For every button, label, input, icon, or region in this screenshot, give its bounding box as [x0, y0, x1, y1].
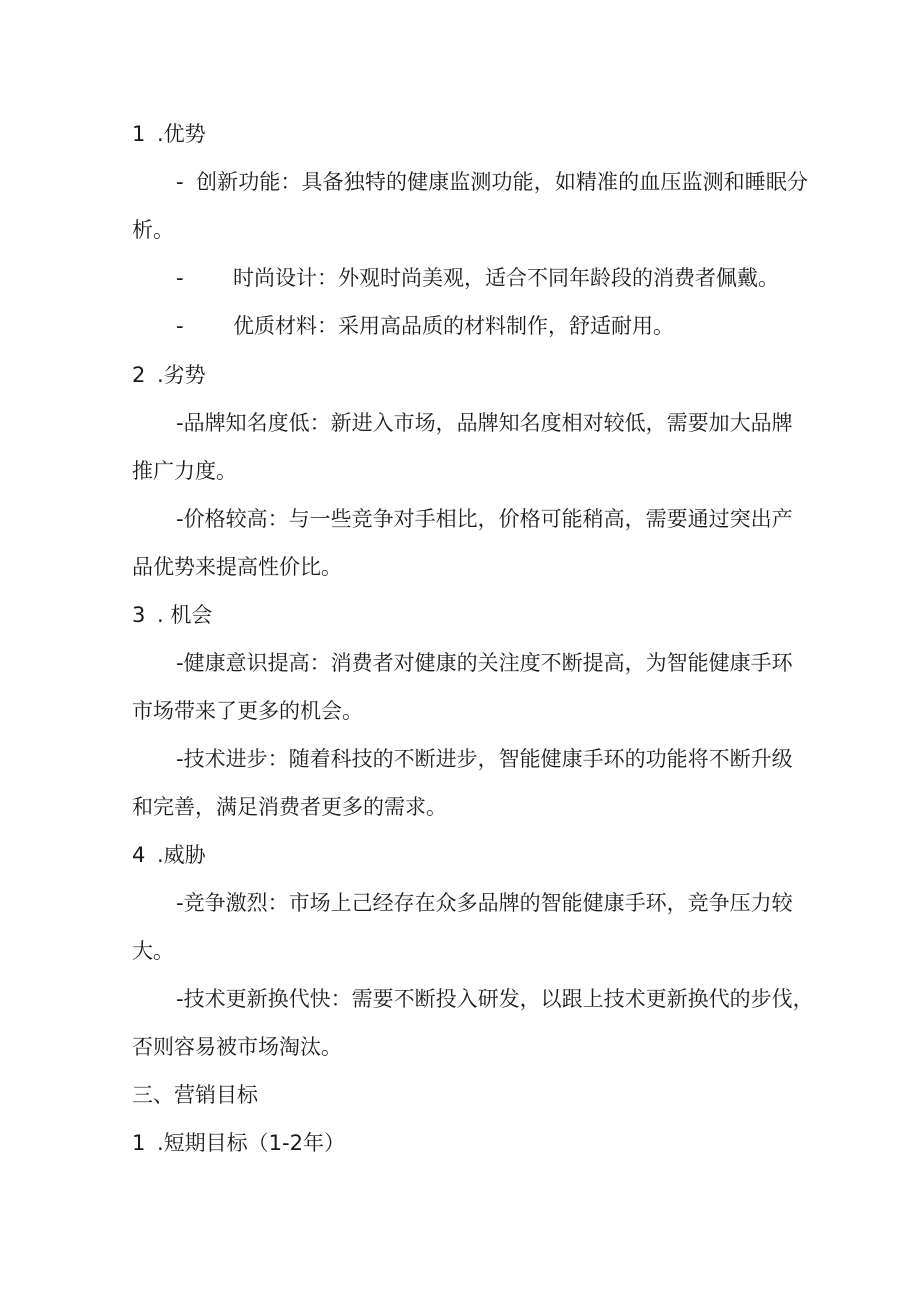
bullet-text: -技术进步：随着科技的不断进步，智能健康手环的功能将不断升级 — [176, 747, 793, 771]
bullet-dash: - — [176, 170, 184, 194]
bullet-text: 优质材料：采用高品质的材料制作，舒适耐用。 — [233, 314, 674, 338]
section-number: 1 — [132, 1131, 146, 1155]
bullet-continuation: 市场带来了更多的机会。 — [132, 699, 363, 723]
bullet-text: 创新功能：具备独特的健康监测功能，如精准的血压监测和睡眠分 — [196, 170, 808, 194]
bullet-dash: - — [176, 266, 184, 290]
bullet-text: -竞争激烈：市场上己经存在众多品牌的智能健康手环，竞争压力较 — [176, 891, 793, 915]
section-number: 2 — [132, 363, 146, 387]
bullet-text: 时尚设计：外观时尚美观，适合不同年龄段的消费者佩戴。 — [233, 266, 779, 290]
bullet-continuation: 析。 — [132, 218, 174, 242]
section-title: .劣势 — [157, 363, 206, 387]
bullet-text: -价格较高：与一些竞争对手相比，价格可能稍高，需要通过突出产 — [176, 507, 793, 531]
section-number: 4 — [132, 843, 146, 867]
bullet-dash: - — [176, 314, 184, 338]
bullet-continuation: 和完善，满足消费者更多的需求。 — [132, 795, 447, 819]
section-title: .优势 — [157, 122, 206, 146]
bullet-text: -技术更新换代快：需要不断投入研发，以跟上技术更新换代的步伐， — [176, 987, 814, 1011]
section-number: 3 — [132, 603, 146, 627]
bullet-text: -品牌知名度低：新进入市场，品牌知名度相对较低，需要加大品牌 — [176, 411, 793, 435]
bullet-continuation: 大。 — [132, 939, 174, 963]
bullet-continuation: 否则容易被市场淘汰。 — [132, 1035, 342, 1059]
section-title: . 机会 — [157, 603, 213, 627]
chapter-title: 三、营销目标 — [132, 1083, 258, 1107]
bullet-continuation: 品优势来提高性价比。 — [132, 555, 342, 579]
bullet-text: -健康意识提高：消费者对健康的关注度不断提高，为智能健康手环 — [176, 651, 793, 675]
section-number: 1 — [132, 122, 146, 146]
section-title: .短期目标（1-2年） — [157, 1131, 345, 1155]
section-title: .威胁 — [157, 843, 206, 867]
bullet-continuation: 推广力度。 — [132, 459, 237, 483]
